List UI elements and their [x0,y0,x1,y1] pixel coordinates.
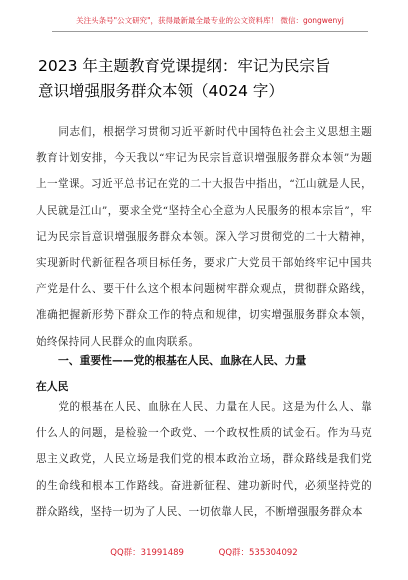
footer-qq-group-1: QQ群：31991489 [110,548,184,558]
paragraph-2-text: 党的根基在人民、血脉在人民、力量在人民。这是为什么人、靠什么人的问题，是检验一个政党、一个政权性质的试金石。作为马克思主义政党，人民立场是我们党的根本政治立场，群众路线是我们党的生命线和根本工作路线。奋进新征程、建功新时代，必须坚持党的群众路线，坚持一切为了人民、一切依靠人民，不断增强服务群众本 [36,401,372,518]
title-line-1: 2023 年主题教育党课提纲：牢记为民宗旨 [38,57,331,75]
section-heading-line-1: 一、重要性——党的根基在人民、血脉在人民、力量 [58,354,307,367]
body-paragraph-2 [36,394,372,525]
document-title [38,54,374,104]
title-line-2: 意识增强服务群众本领（4024 字） [38,82,284,100]
footer-qq-group-2: QQ群：535304092 [218,548,298,558]
paragraph-1-text: 同志们，根据学习贯彻习近平新时代中国特色社会主义思想主题教育计划安排，今天我以“牢记为民宗旨意识增强服务群众本领”为题上一堂课。习近平总书记在党的二十大报告中指出，“江山就是人民，人民就是江山”，要求全党“坚持全心全意为人民服务的根本宗旨”，牢记为民宗旨意识增强服务群众本领。深入学习贯彻党的二十大精神，实现新时代新征程各项目标任务，要求广大党员干部始终牢记中国共产党是什么、要干什么这个根本问题树牢群众观点，贯彻群众路线，准确把握新形势下群众工作的特点和规律，切实增强服务群众本领，始终保持同人民群众的血肉联系。 [36,126,372,348]
section-heading-line-2: 在人民 [36,380,69,393]
header-banner: 关注头条号"公文研究"，获得最新最全最专业的公文资料库！ 微信：gongwenyj [52,11,368,32]
body-paragraph-1 [36,119,372,355]
footer [0,542,408,564]
section-heading-1 [36,348,370,400]
